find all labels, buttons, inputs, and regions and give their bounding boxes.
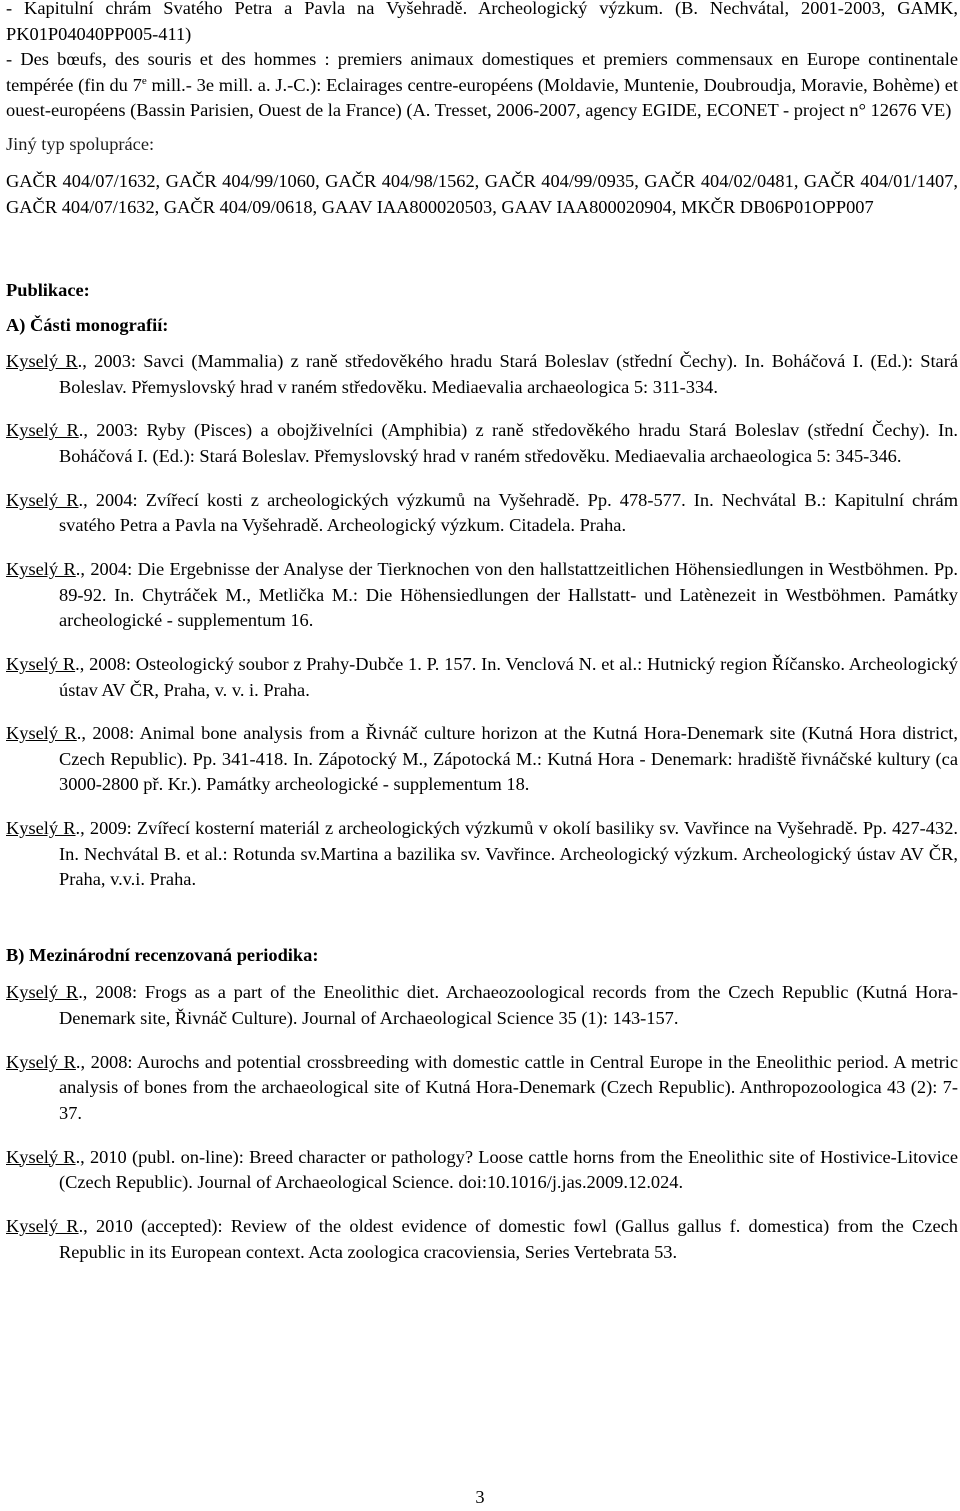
section-b-heading: B) Mezinárodní recenzovaná periodika: [6, 944, 319, 965]
international-project-text: - Des bœufs, des souris et des hommes : premiers animaux domestiques et premiers commensaux en Europe continentale tempérée (fin du 7 [6, 49, 958, 95]
author-link[interactable]: Kyselý R [6, 559, 76, 580]
author-link[interactable]: Kyselý R [6, 982, 79, 1003]
publication-entry [6, 980, 958, 1031]
document-page [6, 0, 958, 1283]
citation-text: ., 2008: Aurochs and potential crossbreeding with domestic cattle in Central Europe in the Eneolithic period. A metric analysis of bones from the archaeological site of Kutná Hora-Denemark (Czech Republic). Anthropozoologica 43 (2): 7-37. [59, 1051, 958, 1123]
publication-entry [6, 816, 958, 893]
section-a-list [6, 349, 958, 893]
citation-text: ., 2008: Frogs as a part of the Eneolithic diet. Archaeozoological records from the Czech Republic (Kutná Hora-Denemark site, Řivnáč Culture). Journal of Archaeological Science 35 (1): 143-157. [59, 982, 958, 1028]
project-entry: - Kapitulní chrám Svatého Petra a Pavla na Vyšehradě. Archeologický výzkum. (B. Nechvátal, 2001-2003, GAMK, PK01P04040PP005-411) [6, 0, 958, 44]
publications-heading: Publikace: [6, 280, 90, 300]
publication-entry [6, 1145, 958, 1196]
author-link[interactable]: Kyselý R [6, 420, 79, 441]
citation-text: ., 2004: Zvířecí kosti z archeologických výzkumů na Vyšehradě. Pp. 478-577. In. Nechvátal B.: Kapitulní chrám svatého Petra a Pavla na Vyšehradě. Archeologický výzkum. Citadela. Praha. [59, 489, 958, 536]
author-link[interactable]: Kyselý R [6, 1146, 76, 1167]
publication-entry [6, 418, 958, 469]
author-link[interactable]: Kyselý R [6, 654, 76, 675]
citation-text: ., 2010 (publ. on-line): Breed character or pathology? Loose cattle horns from the Eneolithic site of Hostivice-Litovice (Czech Republic). Journal of Archaeological Science. doi:10.1016/j.jas.2009.12.024. [59, 1146, 959, 1193]
publication-entry [6, 1214, 958, 1265]
author-link[interactable]: Kyselý R [6, 1216, 79, 1237]
publication-entry [6, 652, 958, 703]
section-b-list [6, 980, 958, 1265]
author-link[interactable]: Kyselý R [6, 723, 77, 744]
citation-text: ., 2003: Savci (Mammalia) z raně středověkého hradu Stará Boleslav (střední Čechy). In. Boháčová I. (Ed.): Stará Boleslav. Přemyslovský hrad v raném středověku. Mediaevalia archaeologica 5: 311-334. [59, 351, 959, 397]
citation-text: ., 2003: Ryby (Pisces) a obojživelníci (Amphibia) z raně středověkého hradu Stará Boleslav (střední Čechy). In. Boháčová I. (Ed.): Stará Boleslav. Přemyslovský hrad v raném středověku. Mediaevalia archaeologica 5: 345-346. [59, 420, 958, 466]
publication-entry [6, 721, 958, 798]
publication-entry [6, 488, 958, 539]
section-a-heading: A) Části monografií: [6, 314, 169, 335]
grants-list: GAČR 404/07/1632, GAČR 404/99/1060, GAČR 404/98/1562, GAČR 404/99/0935, GAČR 404/02/0481, GAČR 404/01/1407, GAČR 404/07/1632, GAČR 404/09/0618, GAAV IAA800020503, GAAV IAA800020904, MKČR DB06P01OPP007 [6, 171, 958, 217]
author-link[interactable]: Kyselý R [6, 489, 79, 510]
international-project-entry [6, 47, 958, 124]
international-project-text-cont: mill.- 3e mill. a. J.-C.): Eclairages centre-européens (Moldavie, Muntenie, Doubroudja, Moravie, Bohème) et ouest-européens (Bassin Parisien, Ouest de la France) (A. Tresset, 2006-2007, agency EGIDE, ECONET - project n° 12676 VE) [6, 74, 958, 120]
citation-text: ., 2009: Zvířecí kosterní materiál z archeologických výzkumů v okolí basiliky sv. Vavřince na Vyšehradě. Pp. 427-432. In. Nechvátal B. et al.: Rotunda sv.Martina a bazilika sv. Vavřince. Archeologický výzkum. Archeologický ústav AV ČR, Praha, v.v.i. Praha. [59, 818, 958, 890]
publication-entry [6, 1050, 958, 1127]
citation-text: ., 2008: Osteologický soubor z Prahy-Dubče 1. P. 157. In. Venclová N. et al.: Hutnický region Říčansko. Archeologický ústav AV ČR, Praha, v. v. i. Praha. [59, 654, 958, 700]
author-link[interactable]: Kyselý R [6, 818, 76, 839]
page-number: 3 [475, 1487, 485, 1507]
author-link[interactable]: Kyselý R [6, 1051, 76, 1072]
citation-text: ., 2004: Die Ergebnisse der Analyse der Tierknochen von den hallstattzeitlichen Höhensiedlungen in Westböhmen. Pp. 89-92. In. Chytráček M., Metlička M.: Die Höhensiedlungen der Hallstatt- und Latènezeit in Westböhmen. Památky archeologické - supplementum 16. [59, 559, 958, 631]
citation-text: ., 2010 (accepted): Review of the oldest evidence of domestic fowl (Gallus gallus f. domestica) from the Czech Republic in its European context. Acta zoologica cracoviensia, Series Vertebrata 53. [59, 1216, 958, 1262]
publication-entry [6, 557, 958, 634]
superscript: e [141, 74, 147, 87]
author-link[interactable]: Kyselý R [6, 351, 78, 371]
other-cooperation-label: Jiný typ spolupráce: [6, 133, 155, 154]
citation-text: ., 2008: Animal bone analysis from a Řivnáč culture horizon at the Kutná Hora-Denemark site (Kutná Hora district, Czech Republic). Pp. 341-418. In. Zápotocký M., Zápotocká M.: Kutná Hora - Denemark: hradiště řivnáčské kultury (ca 3000-2800 př. Kr.). Památky archeologické - supplementum 18. [59, 723, 959, 795]
publication-entry [6, 349, 958, 400]
